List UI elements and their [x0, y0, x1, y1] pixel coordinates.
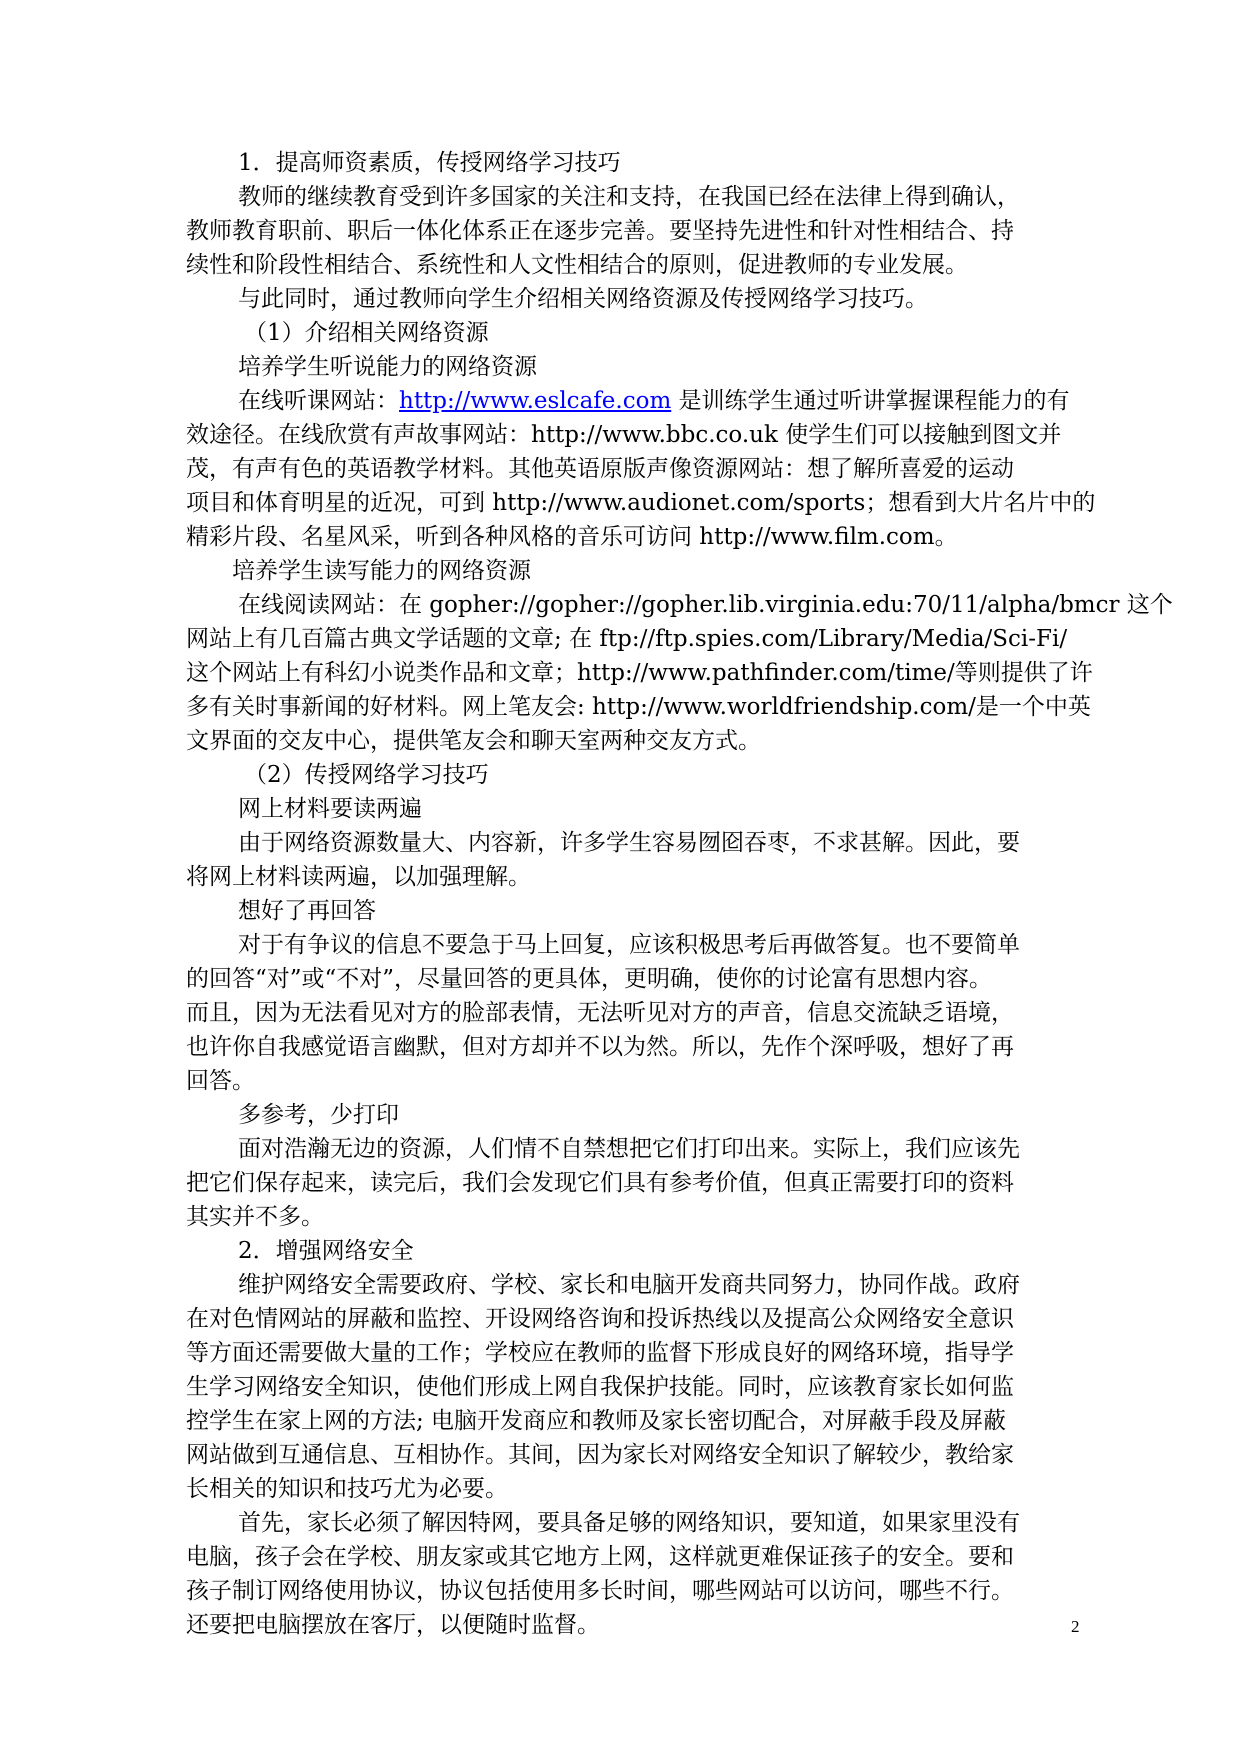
paragraph-line: 维护网络安全需要政府、学校、家长和电脑开发商共同努力，协同作战。政府	[238, 1272, 1020, 1298]
paragraph-line: 把它们保存起来，读完后，我们会发现它们具有参考价值，但真正需要打印的资料	[186, 1170, 1014, 1196]
paragraph-line: 续性和阶段性相结合、系统性和人文性相结合的原则，促进教师的专业发展。	[186, 252, 968, 278]
paragraph-line: 教师的继续教育受到许多国家的关注和支持，在我国已经在法律上得到确认，	[238, 184, 1020, 210]
section-heading-1: 1．提高师资素质，传授网络学习技巧	[238, 150, 621, 176]
paragraph-line: 等方面还需要做大量的工作；学校应在教师的监督下形成良好的网络环境，指导学	[186, 1340, 1014, 1366]
paragraph-line: 项目和体育明星的近况，可到 http://www.audionet.com/sports；想看到大片名片中的	[186, 490, 1096, 516]
paragraph-line: 在对色情网站的屏蔽和监控、开设网络咨询和投诉热线以及提高公众网络安全意识	[186, 1306, 1014, 1332]
paragraph-line: 效途径。在线欣赏有声故事网站：http://www.bbc.co.uk 使学生们可以接触到图文并	[186, 422, 1062, 448]
paragraph-line: 精彩片段、名星风采，听到各种风格的音乐可访问 http://www.film.com。	[186, 524, 958, 550]
paragraph-line: 其实并不多。	[186, 1204, 324, 1230]
paragraph-line: 这个网站上有科幻小说类作品和文章；http://www.pathfinder.com/time/等则提供了许	[186, 660, 1093, 686]
topic-heading-think-first: 想好了再回答	[238, 898, 376, 924]
subsection-heading-1: （1）介绍相关网络资源	[244, 320, 489, 346]
paragraph-line: 还要把电脑摆放在客厅，以便随时监督。	[186, 1612, 600, 1638]
paragraph-line: 而且，因为无法看见对方的脸部表情，无法听见对方的声音，信息交流缺乏语境，	[186, 1000, 1014, 1026]
topic-heading-listening: 培养学生听说能力的网络资源	[238, 354, 537, 380]
paragraph-text: 是训练学生通过听讲掌握课程能力的有	[671, 388, 1070, 414]
paragraph-line: 首先，家长必须了解因特网，要具备足够的网络知识，要知道，如果家里没有	[238, 1510, 1020, 1536]
paragraph-line: 长相关的知识和技巧尤为必要。	[186, 1476, 508, 1502]
paragraph-line: 将网上材料读两遍，以加强理解。	[186, 864, 531, 890]
page-number: 2	[1071, 1617, 1080, 1636]
paragraph-line: 面对浩瀚无边的资源，人们情不自禁想把它们打印出来。实际上，我们应该先	[238, 1136, 1020, 1162]
paragraph-line: 孩子制订网络使用协议，协议包括使用多长时间，哪些网站可以访问，哪些不行。	[186, 1578, 1014, 1604]
paragraph-line: 回答。	[186, 1068, 255, 1094]
paragraph-line: 多有关时事新闻的好材料。网上笔友会: http://www.worldfriendship.com/是一个中英	[186, 694, 1091, 720]
paragraph-line: 的回答“对”或“不对”，尽量回答的更具体，更明确，使你的讨论富有思想内容。	[186, 966, 993, 992]
paragraph-text: 在线听课网站：	[238, 388, 399, 414]
paragraph-line: 网站做到互通信息、互相协作。其间，因为家长对网络安全知识了解较少，教给家	[186, 1442, 1014, 1468]
topic-heading-reference: 多参考，少打印	[238, 1102, 399, 1128]
paragraph-line: 控学生在家上网的方法; 电脑开发商应和教师及家长密切配合，对屏蔽手段及屏蔽	[186, 1408, 1007, 1434]
subsection-heading-2: （2）传授网络学习技巧	[244, 762, 489, 788]
paragraph-line: 在线阅读网站：在 gopher://gopher://gopher.lib.virginia.edu:70/11/alpha/bmcr 这个	[238, 592, 1173, 618]
eslcafe-link[interactable]: http://www.eslcafe.com	[399, 388, 672, 414]
paragraph-line: 文界面的交友中心，提供笔友会和聊天室两种交友方式。	[186, 728, 761, 754]
paragraph-line-with-link	[186, 384, 1086, 418]
topic-heading-reading: 培养学生读写能力的网络资源	[232, 558, 531, 584]
paragraph-line: 对于有争议的信息不要急于马上回复，应该积极思考后再做答复。也不要简单	[238, 932, 1020, 958]
paragraph-line: 生学习网络安全知识，使他们形成上网自我保护技能。同时，应该教育家长如何监	[186, 1374, 1014, 1400]
paragraph-line: 茂，有声有色的英语教学材料。其他英语原版声像资源网站：想了解所喜爱的运动	[186, 456, 1014, 482]
paragraph-line: 网站上有几百篇古典文学话题的文章; 在 ftp://ftp.spies.com/Library/Media/Sci-Fi/	[186, 626, 1068, 652]
topic-heading-read-twice: 网上材料要读两遍	[238, 796, 422, 822]
paragraph-line: 教师教育职前、职后一体化体系正在逐步完善。要坚持先进性和针对性相结合、持	[186, 218, 1014, 244]
paragraph-line: 电脑，孩子会在学校、朋友家或其它地方上网，这样就更难保证孩子的安全。要和	[186, 1544, 1014, 1570]
paragraph-line: 也许你自我感觉语言幽默，但对方却并不以为然。所以，先作个深呼吸，想好了再	[186, 1034, 1014, 1060]
paragraph-line: 由于网络资源数量大、内容新，许多学生容易囫囵吞枣，不求甚解。因此，要	[238, 830, 1020, 856]
document-body	[186, 146, 1173, 1642]
section-heading-2: 2．增强网络安全	[238, 1238, 414, 1264]
paragraph-line: 与此同时，通过教师向学生介绍相关网络资源及传授网络学习技巧。	[238, 286, 928, 312]
